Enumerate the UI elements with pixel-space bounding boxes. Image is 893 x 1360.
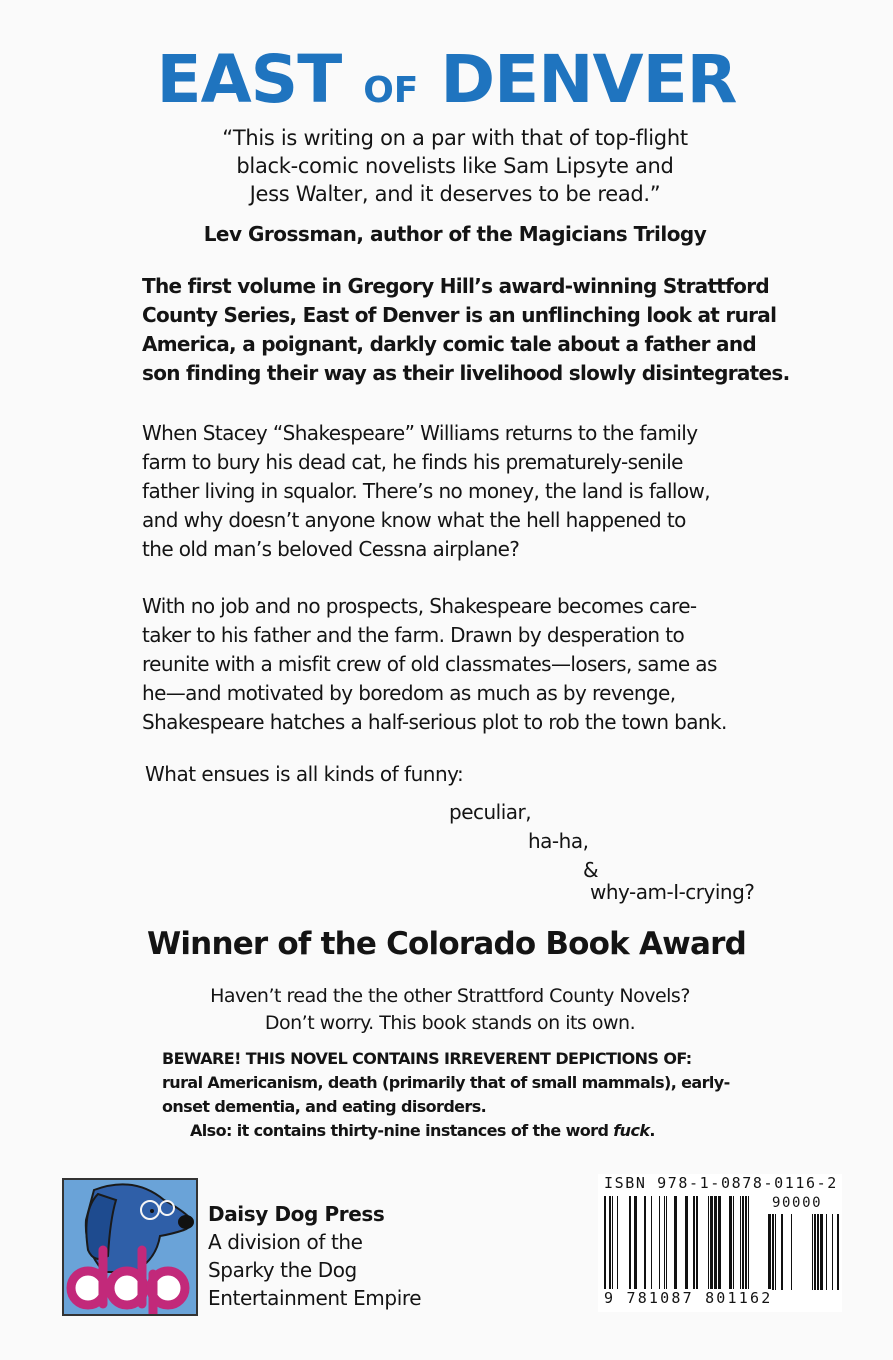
review-quote: [130, 124, 780, 208]
price-code: 90000: [772, 1195, 823, 1211]
warning-line: onset dementia, and eating disorders.: [162, 1097, 487, 1116]
intro-line: The first volume in Gregory Hill’s award-winning Strattford: [142, 274, 769, 298]
paragraph-line: he—and motivated by boredom as much as by revenge,: [142, 681, 676, 705]
paragraph-line: and why doesn’t anyone know what the hell happened to: [142, 508, 686, 532]
warning-line: rural Americanism, death (primarily that of small mammals), early-: [162, 1073, 730, 1092]
intro-line: County Series, East of Denver is an unflinching look at rural: [142, 303, 777, 327]
paragraph-line: With no job and no prospects, Shakespeare becomes care-: [142, 594, 697, 618]
title-east: EAST: [156, 41, 342, 118]
synopsis-paragraph-1: [142, 419, 782, 564]
title-of: OF: [363, 70, 419, 111]
title-denver: DENVER: [440, 41, 737, 118]
note-line: Haven’t read the the other Strattford County Novels?: [210, 985, 690, 1007]
publisher-line: Entertainment Empire: [208, 1286, 422, 1310]
intro-line: son finding their way as their livelihood slowly disintegrates.: [142, 361, 790, 385]
ensues-step: peculiar,: [449, 800, 532, 824]
isbn-number: ISBN 978-1-0878-0116-2: [604, 1174, 838, 1192]
paragraph-line: father living in squalor. There’s no money, the land is fallow,: [142, 479, 711, 503]
publisher-name: Daisy Dog Press: [208, 1202, 385, 1226]
content-warning: [162, 1047, 762, 1143]
also-suffix: .: [649, 1121, 655, 1140]
quote-attribution: Lev Grossman, author of the Magicians Trilogy: [203, 222, 707, 246]
intro-line: America, a poignant, darkly comic tale about a father and: [142, 332, 756, 356]
intro-paragraph: [142, 272, 790, 388]
quote-line: “This is writing on a par with that of top-flight: [222, 126, 688, 150]
ensues-step: ha-ha,: [528, 829, 589, 853]
paragraph-line: Shakespeare hatches a half-serious plot to rob the town bank.: [142, 710, 727, 734]
paragraph-line: farm to bury his dead cat, he finds his prematurely-senile: [142, 450, 683, 474]
ensues-lead: What ensues is all kinds of funny:: [145, 762, 464, 786]
award-heading: Winner of the Colorado Book Award: [146, 926, 747, 962]
publisher-line: Sparky the Dog: [208, 1258, 357, 1282]
also-word: fuck: [613, 1121, 650, 1140]
paragraph-line: the old man’s beloved Cessna airplane?: [142, 537, 520, 561]
dog-logo-icon: [64, 1180, 196, 1314]
synopsis-paragraph-2: [142, 592, 782, 737]
warning-heading: BEWARE! THIS NOVEL CONTAINS IRREVERENT DEPICTIONS OF:: [162, 1049, 692, 1068]
also-prefix: Also: it contains thirty-nine instances of the word: [190, 1121, 614, 1140]
publisher-info: [208, 1200, 421, 1312]
standalone-note: [150, 983, 750, 1037]
quote-line: black-comic novelists like Sam Lipsyte and: [236, 154, 674, 178]
publisher-line: A division of the: [208, 1230, 363, 1254]
publisher-logo: [62, 1178, 198, 1316]
paragraph-line: taker to his father and the farm. Drawn by desperation to: [142, 623, 685, 647]
note-line: Don’t worry. This book stands on its own.: [264, 1012, 636, 1034]
quote-line: Jess Walter, and it deserves to be read.”: [249, 182, 661, 206]
ean-digits: 9 781087 801162: [604, 1289, 773, 1307]
ensues-step: &: [583, 858, 599, 882]
warning-also: [162, 1119, 762, 1143]
paragraph-line: When Stacey “Shakespeare” Williams returns to the family: [142, 421, 698, 445]
paragraph-line: reunite with a misfit crew of old classmates—losers, same as: [142, 652, 717, 676]
book-title: [0, 40, 893, 131]
ensues-step: why-am-I-crying?: [590, 880, 755, 904]
